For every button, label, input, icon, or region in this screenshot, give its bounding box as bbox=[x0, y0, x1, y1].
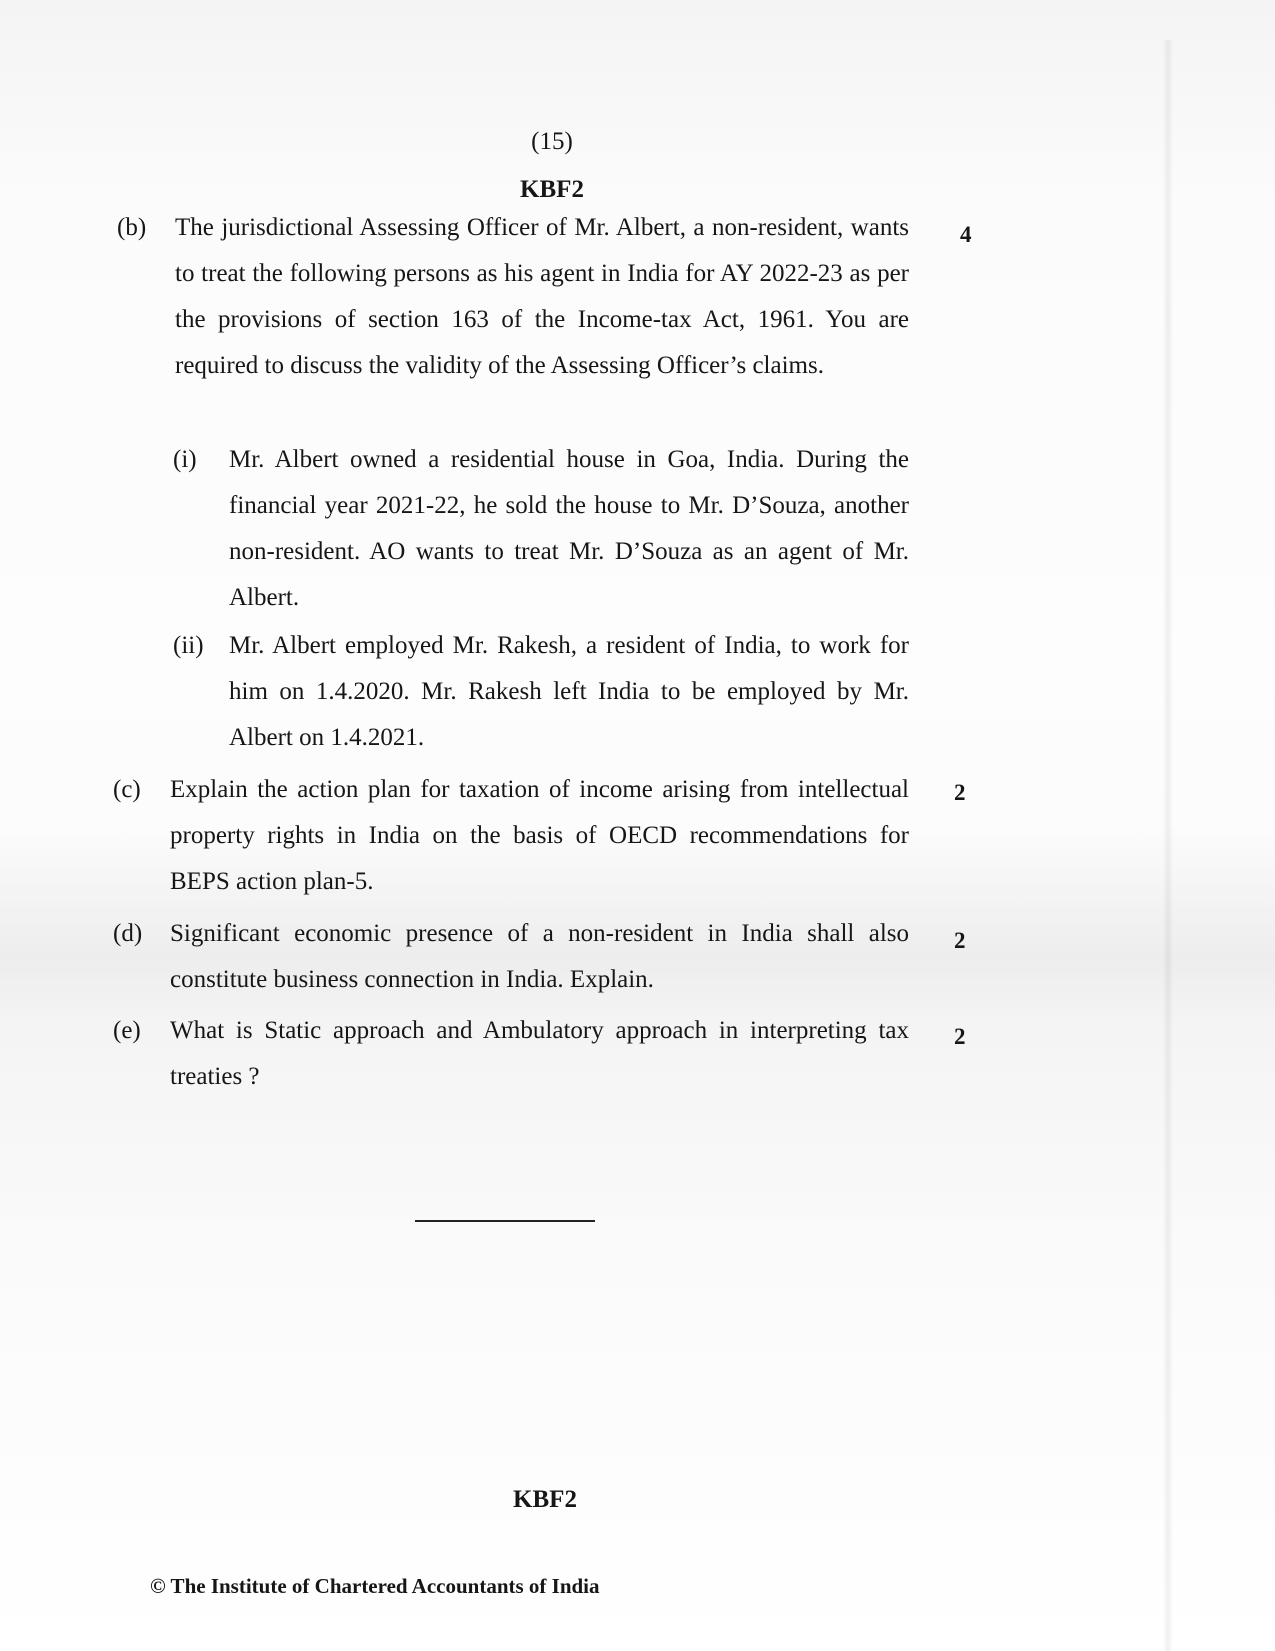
question-label: (c) bbox=[113, 776, 141, 803]
question-marks: 2 bbox=[954, 928, 966, 953]
page-number: (15) bbox=[531, 128, 573, 155]
question-marks: 2 bbox=[954, 1024, 966, 1049]
question-marks: 4 bbox=[960, 222, 972, 247]
paper-code-header: KBF2 bbox=[520, 176, 584, 203]
paper-code-footer: KBF2 bbox=[513, 1486, 577, 1513]
question-text: What is Static approach and Ambulatory approach in interpreting tax treaties ? bbox=[170, 1017, 909, 1090]
question-text: Significant economic presence of a non-resident in India shall also constitute business connection in India. Explain. bbox=[170, 920, 909, 993]
subpart-text: Mr. Albert owned a residential house in Goa, India. During the financial year 2021-22, he sold the house to Mr. D’Souza, another non-resident. AO wants to treat Mr. D’Souza as an agent of Mr. Albert. bbox=[229, 446, 909, 611]
copyright-notice: © The Institute of Chartered Accountants of India bbox=[150, 1574, 600, 1598]
question-label: (b) bbox=[117, 214, 147, 241]
subpart-label: (i) bbox=[173, 446, 197, 473]
subpart-text: Mr. Albert employed Mr. Rakesh, a resident of India, to work for him on 1.4.2020. Mr. Rakesh left India to be employed by Mr. Albert on 1.4.2021. bbox=[229, 632, 909, 751]
question-text: Explain the action plan for taxation of income arising from intellectual property rights in India on the basis of OECD recommendations for BEPS action plan-5. bbox=[170, 776, 909, 895]
question-text: The jurisdictional Assessing Officer of Mr. Albert, a non-resident, wants to treat the following persons as his agent in India for AY 2022-23 as per the provisions of section 163 of the Income-tax Act, 1961. You are required to discuss the validity of the Assessing Officer’s claims. bbox=[175, 214, 909, 379]
scan-edge-shadow bbox=[1163, 40, 1173, 1651]
subpart-label: (ii) bbox=[173, 632, 204, 659]
question-marks: 2 bbox=[954, 780, 966, 805]
question-label: (d) bbox=[113, 920, 143, 947]
question-label: (e) bbox=[113, 1017, 141, 1044]
end-rule bbox=[415, 1220, 595, 1222]
